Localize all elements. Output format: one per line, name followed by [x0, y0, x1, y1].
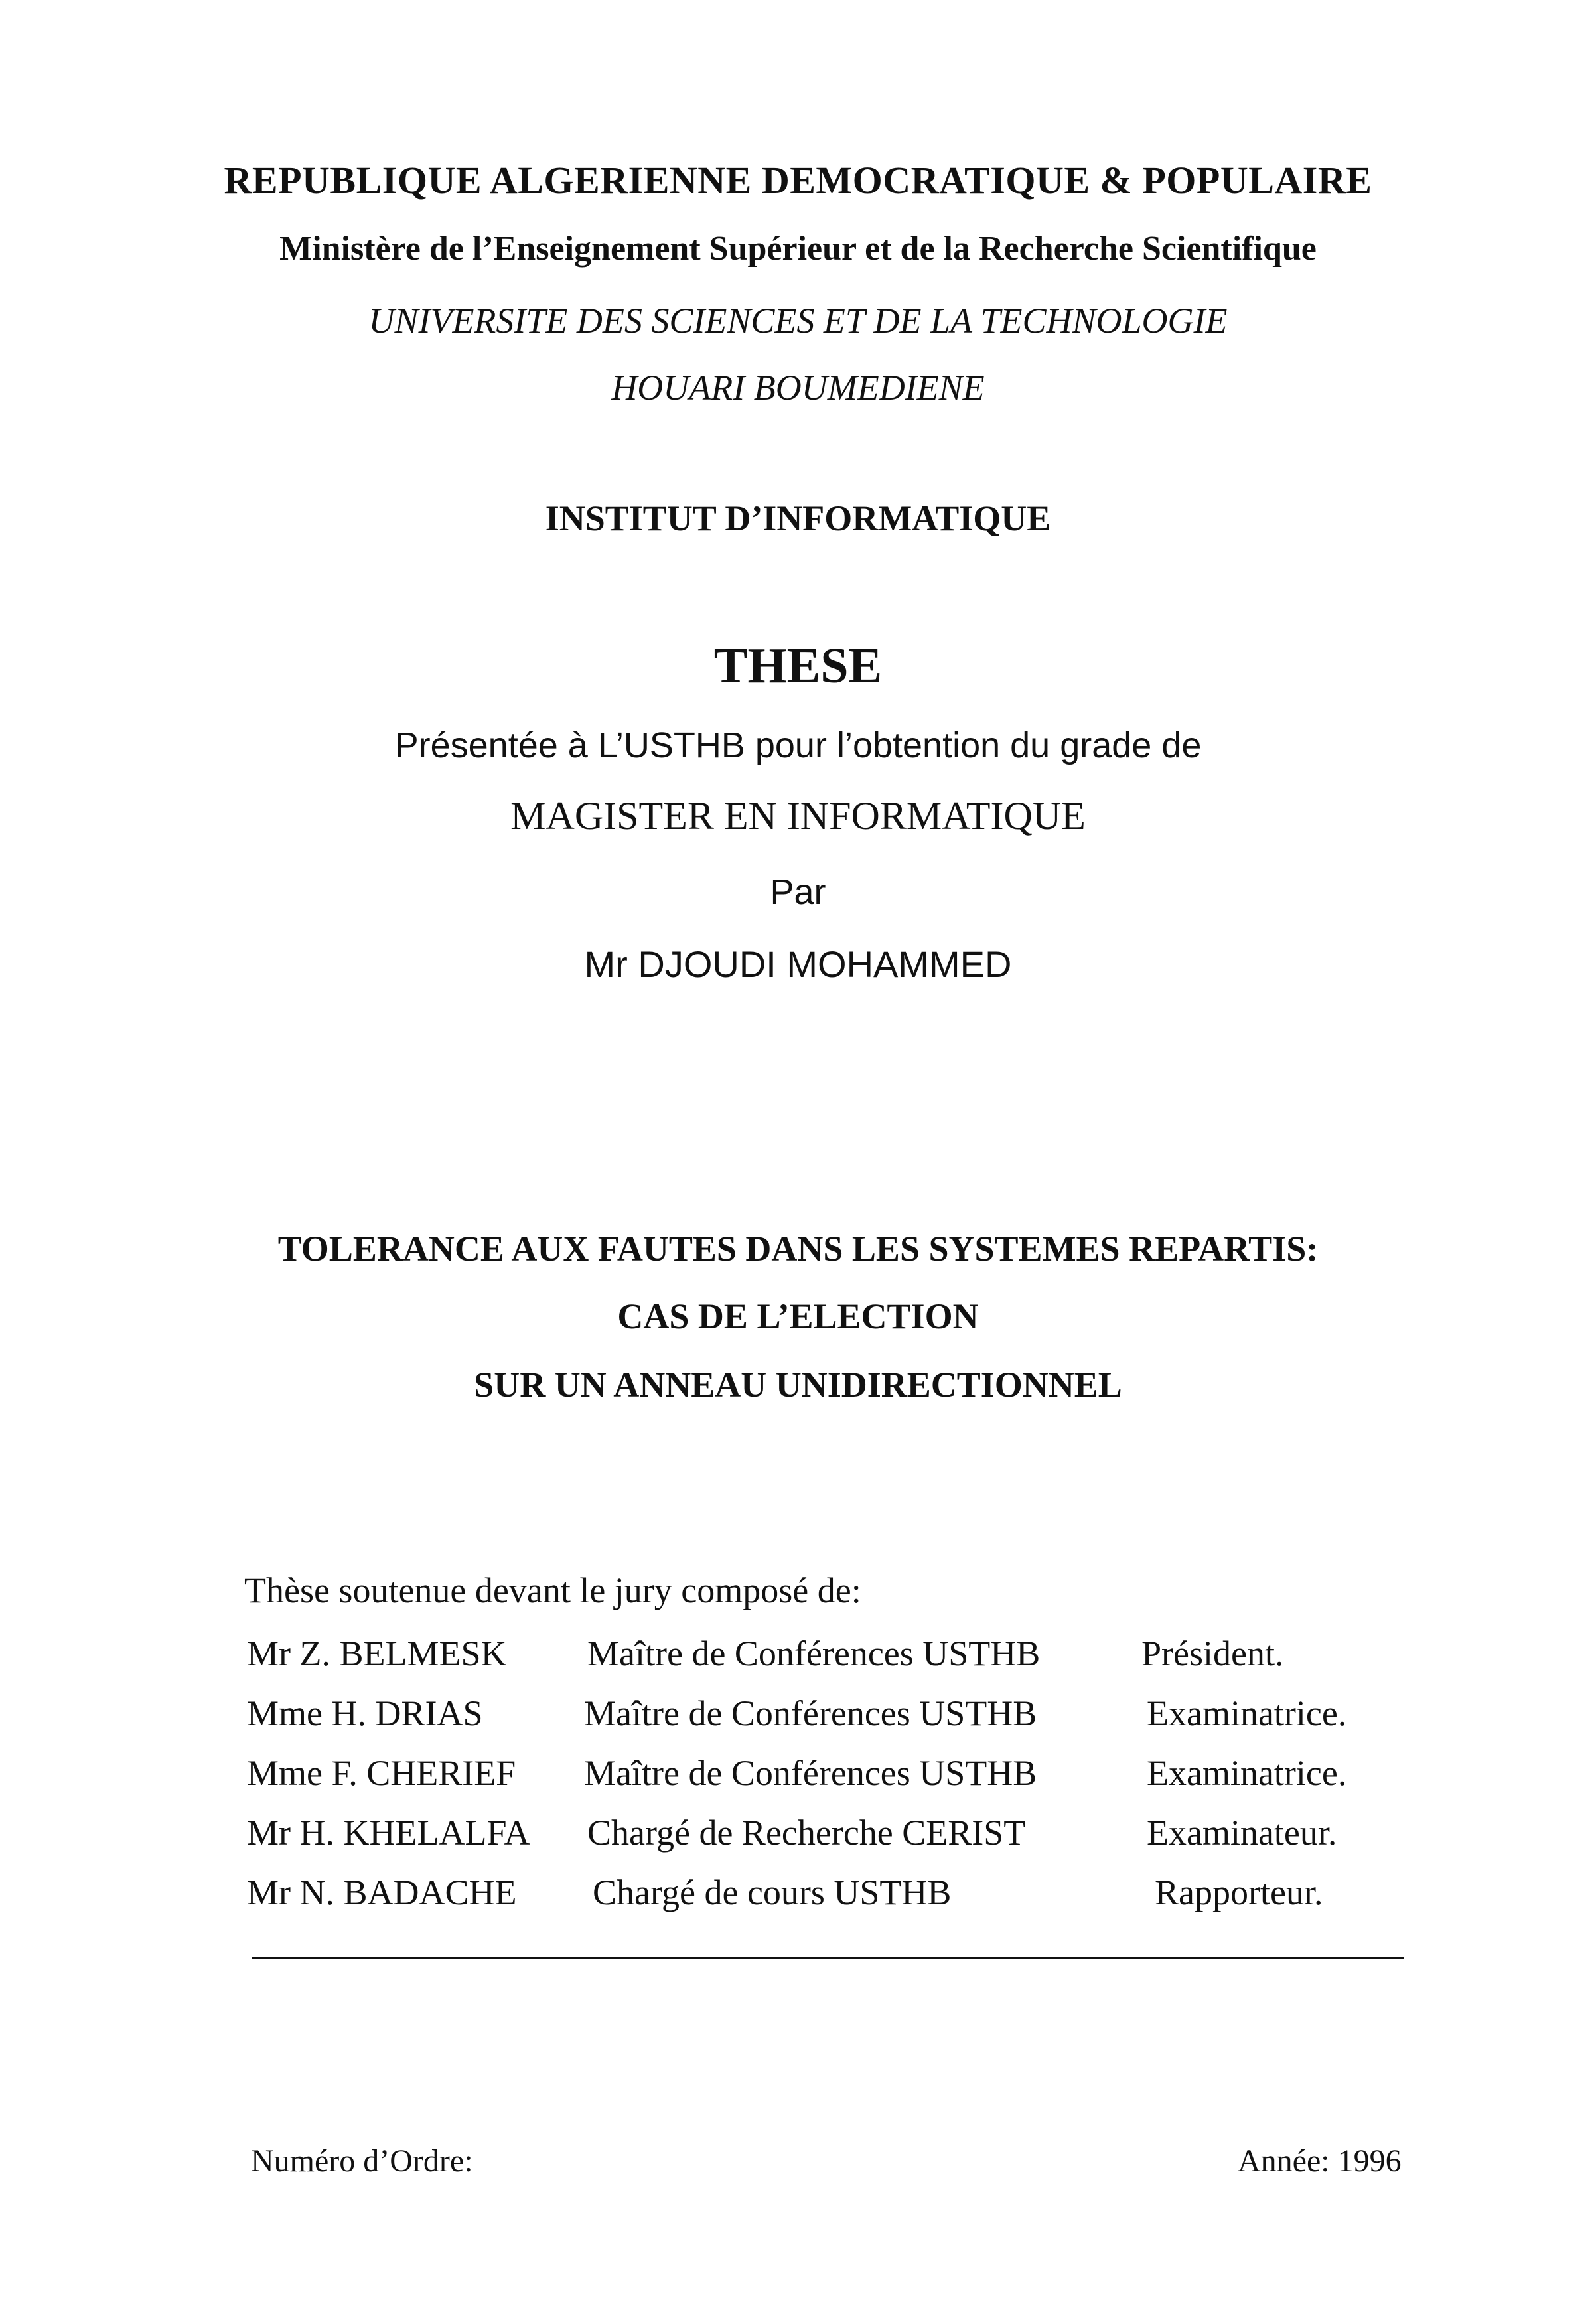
jury-member-position: Chargé de cours USTHB	[593, 1873, 952, 1912]
jury-member-role: Examinateur.	[1147, 1813, 1337, 1853]
jury-member-name: Mme H. DRIAS	[247, 1693, 483, 1733]
jury-member-role: Examinatrice.	[1147, 1693, 1347, 1733]
jury-member-name: Mr H. KHELALFA	[247, 1813, 530, 1853]
jury-member-position: Chargé de Recherche CERIST	[587, 1813, 1026, 1853]
thesis-title-line-2: CAS DE L’ELECTION	[617, 1296, 979, 1336]
thesis-title-line-1: TOLERANCE AUX FAUTES DANS LES SYSTEMES REPARTIS:	[277, 1229, 1319, 1268]
jury-member-row	[0, 1812, 1596, 1859]
jury-member-row	[0, 1752, 1596, 1799]
horizontal-rule	[252, 1957, 1404, 1959]
ministry-line: Ministère de l’Enseignement Supérieur et de la Recherche Scientifique	[279, 230, 1317, 268]
jury-member-name: Mr Z. BELMESK	[247, 1634, 507, 1673]
thesis-heading: THESE	[713, 638, 883, 694]
year-label: Année: 1996	[1238, 2143, 1402, 2179]
jury-member-position: Maître de Conférences USTHB	[587, 1634, 1041, 1673]
jury-member-role: Rapporteur.	[1155, 1873, 1323, 1912]
jury-member-position: Maître de Conférences USTHB	[584, 1753, 1037, 1793]
presented-line: Présentée à L’USTHB pour l’obtention du grade de	[394, 726, 1202, 765]
author-name: Mr DJOUDI MOHAMMED	[584, 943, 1012, 985]
jury-member-position: Maître de Conférences USTHB	[584, 1693, 1037, 1733]
degree-line: MAGISTER EN INFORMATIQUE	[510, 794, 1086, 838]
jury-member-row	[0, 1872, 1596, 1918]
jury-member-row	[0, 1693, 1596, 1739]
university-line: UNIVERSITE DES SCIENCES ET DE LA TECHNOLOGIE	[368, 301, 1228, 341]
jury-member-role: Président.	[1141, 1634, 1284, 1673]
university-name-line: HOUARI BOUMEDIENE	[611, 368, 985, 408]
jury-intro: Thèse soutenue devant le jury composé de:	[244, 1571, 861, 1610]
republic-heading: REPUBLIQUE ALGERIENNE DEMOCRATIQUE & POPULAIRE	[224, 159, 1372, 202]
jury-member-name: Mr N. BADACHE	[247, 1873, 517, 1912]
by-line: Par	[770, 872, 826, 912]
thesis-title-line-3: SUR UN ANNEAU UNIDIRECTIONNEL	[474, 1365, 1122, 1405]
order-number-label: Numéro d’Ordre:	[251, 2143, 473, 2179]
jury-member-role: Examinatrice.	[1147, 1753, 1347, 1793]
jury-member-row	[0, 1633, 1596, 1679]
institute-heading: INSTITUT D’INFORMATIQUE	[545, 499, 1051, 538]
jury-member-name: Mme F. CHERIEF	[247, 1753, 516, 1793]
